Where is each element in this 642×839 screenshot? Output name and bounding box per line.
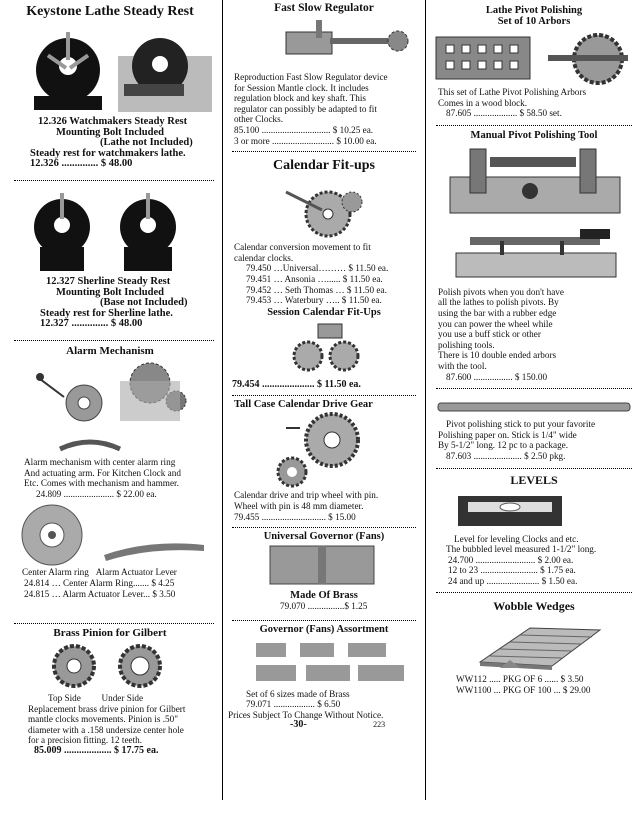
manual-tool-image-2 [430,223,638,287]
pinion-caption-2: Under Side [101,693,144,704]
sherline-image-2 [120,193,176,271]
pinion-caption-1: Top Side [48,693,81,704]
divider [14,340,214,341]
manual-title: Manual Pivot Polishing Tool [470,129,598,141]
lathepivot-title-1: Lathe Pivot Polishing [485,5,583,16]
fastslow-desc-1: Reproduction Fast Slow Regulator device [234,72,388,82]
pinion-desc-2: mantle clocks movements. Pinion is .50" [28,714,178,725]
manual-tool-image-1 [430,143,638,219]
fastslow-desc-4: regulator can possibly be adapted to fit [234,103,377,114]
lathepivot-price: 87.605 ................... $ 58.50 set. [446,108,562,119]
tallcase-desc-2: Wheel with pin is 48 mm diameter. [234,500,364,511]
governor-price: 79.070 ................$ 1.25 [280,601,368,612]
sherline-price: 12.327 .............. $ 48.00 [40,318,143,330]
manual-desc-7: There is 10 double ended arbors [438,350,557,361]
keystone-title: Keystone Lathe Steady Rest [26,4,194,19]
manual-desc-6: polishing tools. [438,339,495,350]
calendar-line-1: 79.450 …Universal……… $ 11.50 ea. [246,263,389,274]
alarm-caption-1: Center Alarm ring [22,567,89,578]
pinion-price: 85.009 ................... $ 17.75 ea. [34,745,159,757]
manual-price: 87.600 ................. $ 150.00 [446,371,548,382]
watchmakers-line2: Mounting Bolt Included [56,126,164,138]
govassort-price: 79.071 .................. $ 6.50 [246,699,341,710]
column-divider-right [425,0,426,800]
alarm-parts-images [0,503,220,567]
level-image [430,488,638,534]
page-number [226,720,422,731]
calendar-desc-1: Calendar conversion movement to fit [234,242,371,253]
manual-desc-3: using the bar with a rubber edge [438,307,557,318]
sherline-line3: (Base not Included) [100,297,188,309]
governor-image [226,542,422,588]
levels-line-3: 24 and up ....................... $ 1.50 ea. [448,575,578,586]
govassort-title: Governor (Fans) Assortment [259,623,389,635]
wobble-line-1: WW112 ..... PKG OF 6 ...... $ 3.50 [456,674,584,685]
calendar-line-2: 79.451 … Ansonia …...... $ 11.50 ea. [246,273,383,284]
manual-desc-1: Polish pivots when you don't have [438,286,564,297]
stick-price: 87.603 ..................... $ 2.50 pkg. [446,450,566,461]
steady-rest-image-1 [34,32,102,110]
alarm-desc-2: And actuating arm. For Kitchen Clock and [24,467,181,478]
steady-rest-image-2 [118,38,212,112]
fastslow-image [226,14,422,72]
page-number-alt: 223 [373,720,386,730]
governor-sub: Made Of Brass [290,590,358,602]
alarm-mechanism-image [0,357,220,457]
alarm-price: 24.809 ...................... $ 22.00 ea. [36,488,157,499]
fastslow-price-1: 85.100 .............................. $ 10.25 ea. [234,124,374,135]
pinion-desc-1: Replacement brass drive pinion for Gilbert [28,703,186,714]
price-notice: Prices Subject To Change Without Notice. [228,709,384,720]
watchmakers-price: 12.326 .............. $ 48.00 [30,158,133,170]
lathepivot-desc-2: Comes in a wood block. [438,97,528,108]
tallcase-title: Tall Case Calendar Drive Gear [234,399,373,411]
divider [232,620,416,621]
session-calendar-price: 79.454 ..................... $ 11.50 ea. [232,378,361,390]
stick-desc-2: Polishing paper on. Stick is 1/4" wide [438,429,577,440]
divider [436,125,632,126]
divider [232,151,416,152]
manual-desc-8: with the tool. [438,360,487,371]
stick-desc-3: By 5-1/2" long. 12 pc to a package. [438,440,569,451]
govassort-image [226,635,422,689]
lathepivot-image [430,29,638,87]
fastslow-desc-3: regulation block and key shaft. This [234,93,366,104]
tallcase-desc-1: Calendar drive and trip wheel with pin. [234,490,379,501]
governor-title: Universal Governor (Fans) [263,531,385,543]
column-right [430,0,638,696]
divider [14,180,214,181]
watchmakers-line1: 12.326 Watchmakers Steady Rest [38,116,188,127]
calendar-line-3: 79.452 … Seth Thomas … $ 11.50 ea. [246,284,387,295]
govassort-desc: Set of 6 sizes made of Brass [246,688,350,699]
pinion-under-image [120,646,160,686]
manual-desc-5: you use a buff stick or other [438,329,541,340]
pinion-title: Brass Pinion for Gilbert [53,627,167,640]
wobble-wedge-image [430,616,638,674]
alarm-desc-1: Alarm mechanism with center alarm ring [24,456,176,467]
pinion-desc-3: diameter with a .158 undersize center hole [28,724,184,735]
lathepivot-title-2: Set of 10 Arbors [497,16,571,27]
pinion-captions [0,693,220,704]
calendar-title: Calendar Fit-ups [272,158,376,174]
alarm-ring-price: 24.814 … Center Alarm Ring....... $ 4.25 [24,577,175,588]
alarm-title: Alarm Mechanism [66,344,154,357]
pinion-images [0,639,220,693]
levels-line-1: 24.700 .......................... $ 2.00 ea. [448,554,574,565]
tallcase-image [226,410,422,490]
fastslow-price-2: 3 or more ........................... $ 10.00 ea. [234,135,377,146]
session-calendar-title: Session Calendar Fit-Ups [267,306,381,318]
column-middle [226,0,422,731]
alarm-caption-2: Alarm Actuator Lever [95,567,177,578]
manual-desc-4: you can power the wheel while [438,318,553,329]
tallcase-price: 79.455 ............................ $ 15.00 [234,511,356,522]
wobble-title: Wobble Wedges [493,599,575,614]
polishing-stick-image [430,395,638,419]
page-number-main: -30- [290,719,307,731]
sherline-line4: Steady rest for Sherline lathe. [40,307,173,319]
wobble-line-2: WW1100 ... PKG OF 100 ... $ 29.00 [456,685,591,696]
pinion-top-image [54,646,94,686]
levels-desc-1: Level for leveling Clocks and etc. [454,533,579,544]
fastslow-desc-2: for Session Mantle clock. It includes [234,82,369,93]
divider [436,468,632,469]
manual-desc-2: all the lathes to polish pivots. By [438,297,559,308]
watchmakers-steady-rest-images [0,22,220,117]
levels-desc-2: The bubbled level measured 1-1/2" long. [446,544,597,555]
levels-title: LEVELS [510,472,558,487]
watchmakers-line3: (Lathe not Included) [100,137,193,149]
sherline-image-1 [34,193,90,271]
fastslow-desc-5: other Clocks. [234,114,283,125]
sherline-steady-rest-images [0,187,220,277]
column-left [0,0,220,757]
alarm-caption-ring [0,567,220,578]
divider [14,623,214,624]
stick-desc-1: Pivot polishing stick to put your favorite [446,419,596,430]
divider [232,395,416,396]
calendar-desc-2: calendar clocks. [234,252,294,263]
column-divider-left [222,0,223,800]
levels-line-2: 12 to 23 ......................... $ 1.75 ea. [448,565,576,576]
divider [436,592,632,593]
divider [232,527,416,528]
alarm-desc-3: Etc. Comes with mechanism and hammer. [24,478,179,489]
pinion-desc-4: for a precision fitting. 12 teeth. [28,735,143,746]
divider [436,388,632,389]
calendar-image [226,174,422,242]
session-calendar-image [226,318,422,380]
sherline-line1: 12.327 Sherline Steady Rest [46,275,171,287]
alarm-lever-price: 24.815 … Alarm Actuator Lever... $ 3.50 [24,588,176,599]
watchmakers-line4: Steady rest for watchmakers lathe. [30,147,186,159]
sherline-line2: Mounting Bolt Included [56,286,164,298]
calendar-line-4: 79.453 … Waterbury ….. $ 11.50 ea. [246,295,382,306]
lathepivot-desc-1: This set of Lathe Pivot Polishing Arbors [438,87,587,97]
fastslow-title: Fast Slow Regulator [274,2,374,14]
